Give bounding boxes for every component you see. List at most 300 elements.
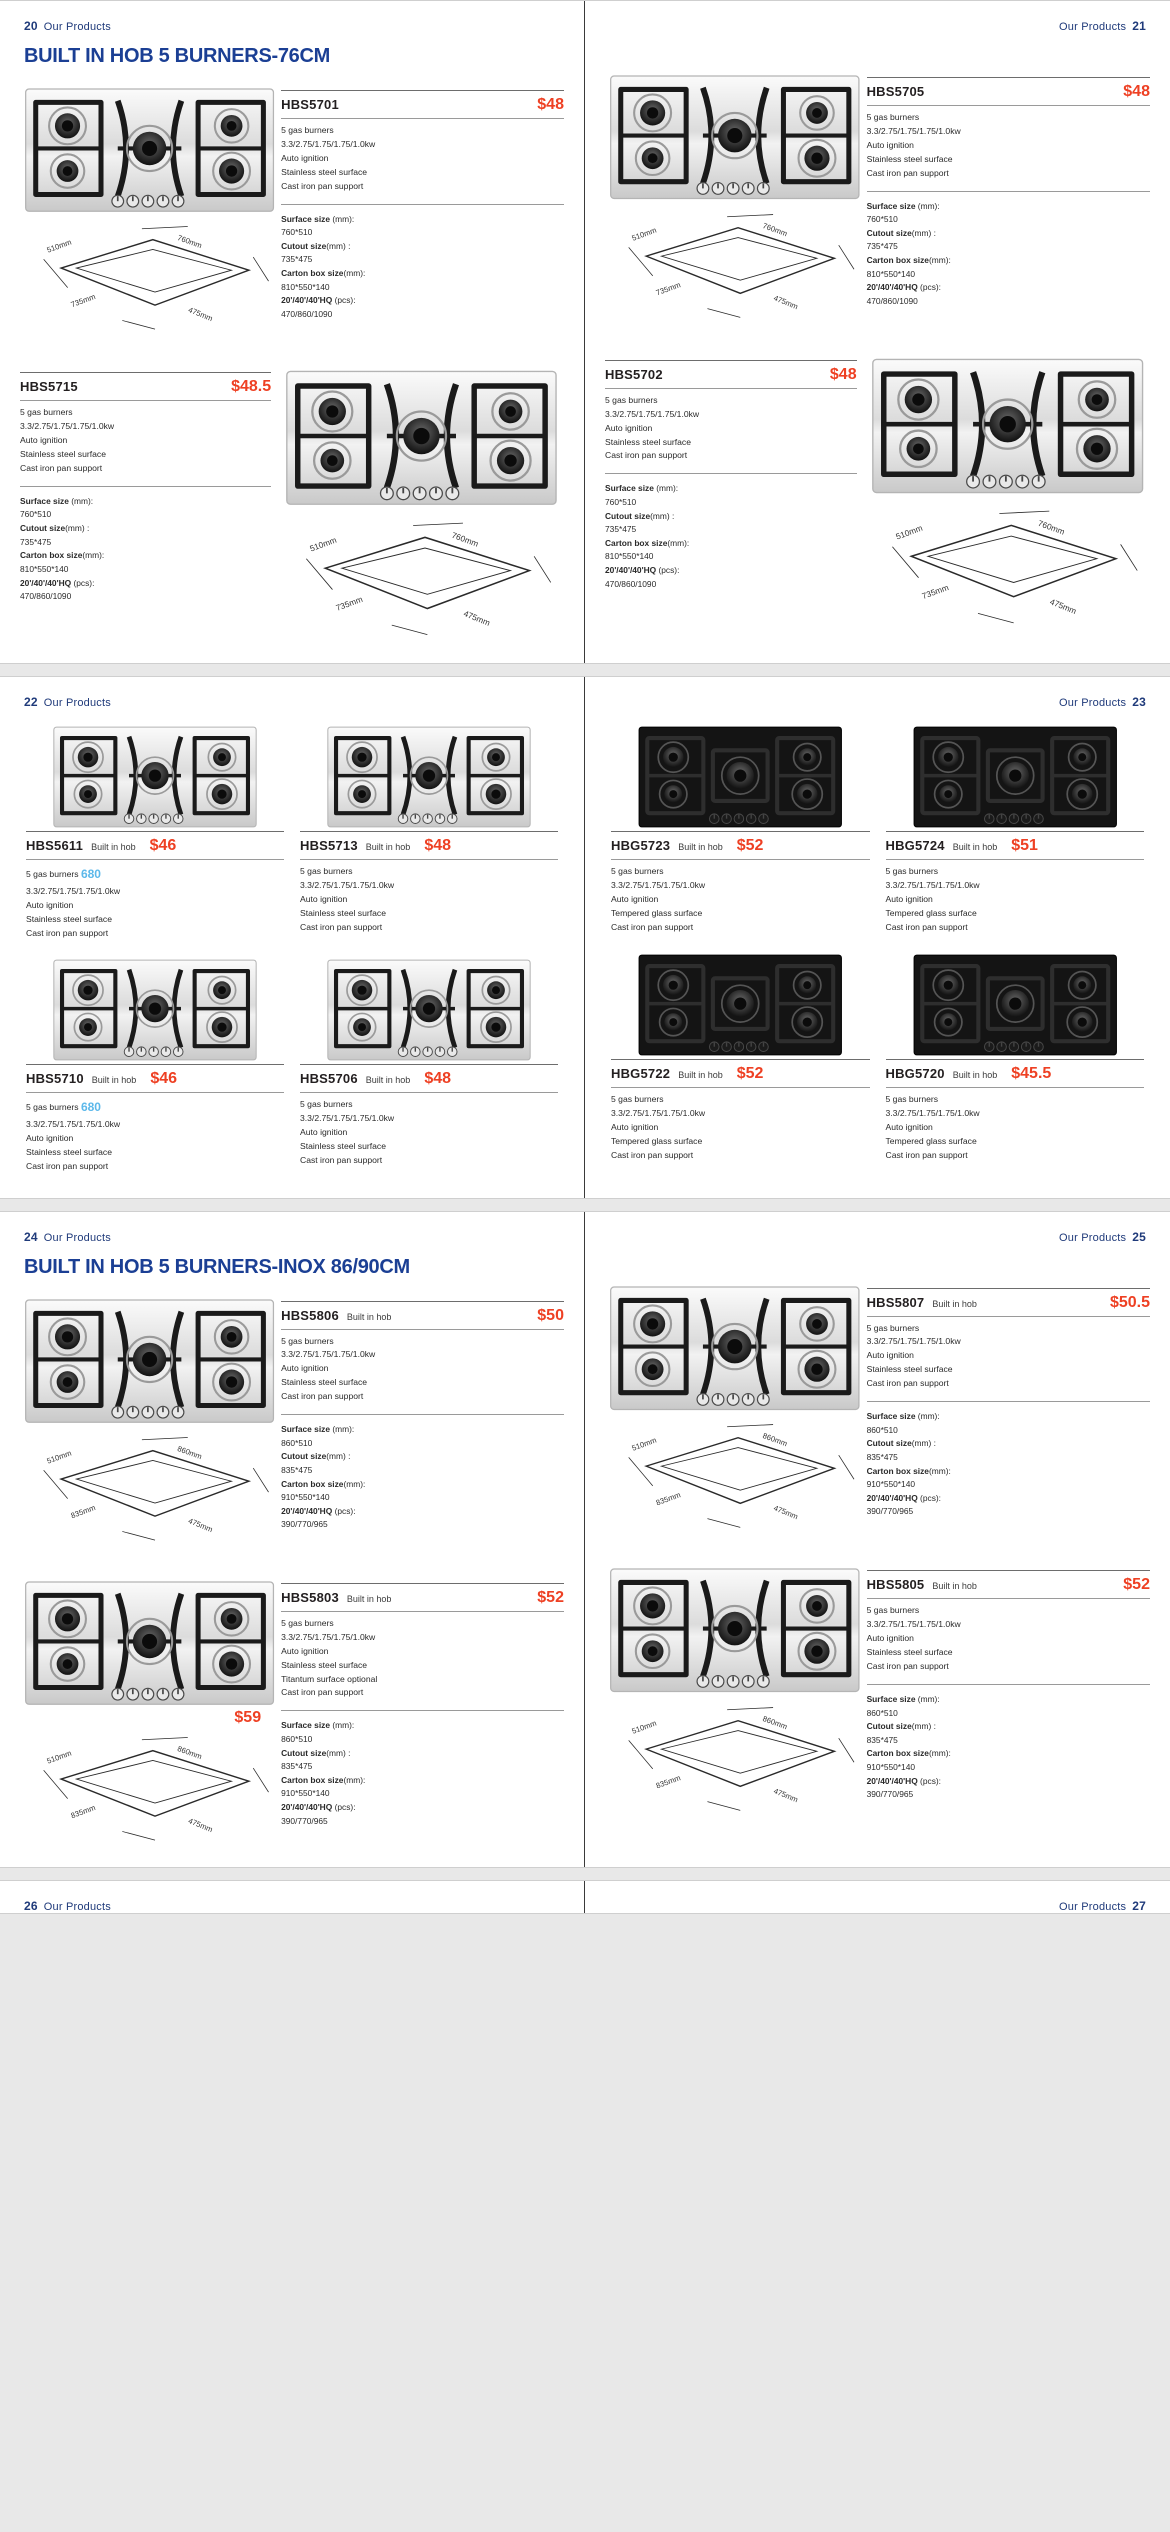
page-header (585, 677, 1170, 709)
page-number: 20 (24, 19, 38, 33)
page-number: 22 (24, 695, 38, 710)
carton-size-value: 910*550*140 (281, 1492, 330, 1503)
product-model: HBS5702 (605, 366, 663, 382)
feature-line: 3.3/2.75/1.75/1.75/1.0kw (300, 1113, 395, 1124)
product-header (300, 1064, 558, 1093)
product-price: $48 (829, 365, 857, 383)
svg-text:475mm: 475mm (772, 292, 800, 311)
dimensions-block: Surface size (mm): 860*510 Cutout size(mm) : 835*475 Carton box size(mm): 910*550*140 20'/40'/40'HQ (pcs): 390/770/965 (281, 1710, 564, 1828)
feature-line: Cast iron pan support (281, 1687, 364, 1698)
svg-text:835mm: 835mm (69, 1502, 97, 1521)
product-info (867, 67, 1150, 308)
svg-text:510mm: 510mm (630, 225, 658, 243)
container-label: 20'/40'/40'HQ (281, 295, 333, 306)
catalog-page-27 (585, 1881, 1170, 1913)
page-number: 25 (1132, 1229, 1146, 1244)
dimensions-block: Surface size (mm): 860*510 Cutout size(mm) : 835*475 Carton box size(mm): 910*550*140 20'/40'/40'HQ (pcs): 390/770/965 (281, 1414, 564, 1532)
product-model: HBG5724 (885, 838, 945, 854)
product-price: $48.5 (231, 378, 272, 396)
surface-size-value: 760*510 (20, 509, 52, 520)
feature-line: 3.3/2.75/1.75/1.75/1.0kw (20, 421, 115, 432)
product-price: $48 (424, 837, 452, 855)
product-row (585, 1554, 1170, 1837)
feature-line: 3.3/2.75/1.75/1.75/1.0kw (611, 880, 706, 891)
svg-text:860mm: 860mm (176, 1443, 204, 1462)
feature-line: 5 gas burners (300, 866, 353, 877)
svg-text:735mm: 735mm (69, 292, 97, 310)
feature-highlight: 680 (80, 867, 101, 882)
surface-size-value: 760*510 (605, 496, 637, 507)
feature-line: Tempered glass surface (885, 908, 977, 919)
svg-text:760mm: 760mm (450, 529, 480, 549)
feature-line: Auto ignition (281, 1645, 329, 1656)
dimensions-block: Surface size (mm): 760*510 Cutout size(mm) : 735*475 Carton box size(mm): 810*550*140 20'/40'/40'HQ (pcs): 470/860/1090 (867, 191, 1150, 309)
carton-size-label: Carton box size (281, 1774, 344, 1785)
feature-line: 5 gas burners (866, 1605, 920, 1616)
product-photo (20, 1573, 281, 1867)
feature-highlight: 680 (80, 1100, 101, 1115)
product-tag: Built in hob (932, 1581, 977, 1592)
feature-line: 3.3/2.75/1.75/1.75/1.0kw (885, 880, 980, 891)
product-header (281, 1583, 564, 1612)
section-title: BUILT IN HOB 5 BURNERS-INOX 86/90CM (24, 1255, 410, 1278)
feature-line: 5 gas burners (281, 1335, 334, 1346)
feature-line: 3.3/2.75/1.75/1.75/1.0kw (605, 408, 700, 419)
feature-line: Stainless steel surface (26, 1146, 112, 1157)
feature-line: 5 gas burners (281, 1617, 334, 1628)
page-number: 27 (1132, 1899, 1146, 1914)
feature-line: 5 gas burners (611, 1093, 664, 1104)
feature-line: Auto ignition (300, 894, 348, 905)
svg-text:475mm: 475mm (187, 305, 214, 324)
svg-text:835mm: 835mm (69, 1803, 97, 1821)
feature-list (867, 106, 1150, 181)
product-tag: Built in hob (952, 842, 998, 853)
feature-line: Stainless steel surface (300, 908, 386, 919)
product-price: $50 (537, 1306, 564, 1324)
feature-line: Auto ignition (611, 1121, 659, 1132)
product-photo (867, 350, 1150, 652)
svg-text:475mm: 475mm (772, 1503, 800, 1522)
feature-line: Titantum surface optional (281, 1673, 378, 1684)
product-card[interactable] (292, 717, 566, 950)
product-model: HBS5803 (281, 1589, 339, 1605)
svg-text:475mm: 475mm (187, 1516, 214, 1534)
cutout-size-value: 735*475 (605, 524, 637, 535)
product-model: HBS5710 (26, 1071, 84, 1087)
page-header-label: Our Products (43, 1901, 111, 1914)
feature-line: Tempered glass surface (885, 1135, 977, 1146)
product-row (0, 1285, 584, 1567)
feature-line: Auto ignition (866, 1350, 914, 1361)
carton-size-label: Carton box size (866, 255, 929, 266)
product-tag: Built in hob (91, 842, 136, 853)
feature-list (611, 860, 870, 935)
product-header (611, 831, 870, 860)
product-header (20, 372, 271, 401)
svg-text:475mm: 475mm (462, 608, 492, 628)
product-price: $46 (150, 1070, 178, 1088)
product-price: $48 (537, 96, 564, 113)
feature-line: 5 gas burners (605, 394, 658, 405)
cutout-size-value: 735*475 (20, 536, 52, 547)
catalog-page-23 (585, 677, 1170, 1197)
feature-line: Cast iron pan support (885, 922, 968, 932)
catalog-page-20 (0, 1, 585, 663)
product-card[interactable] (603, 717, 878, 945)
feature-line: Tempered glass surface (611, 908, 703, 919)
cutout-size-label: Cutout size (866, 1721, 912, 1732)
product-model: HBG5720 (885, 1065, 945, 1081)
feature-line: Stainless steel surface (300, 1141, 386, 1152)
container-value: 390/770/965 (866, 1506, 914, 1517)
feature-line: Cast iron pan support (281, 180, 364, 191)
product-grid (0, 709, 584, 1197)
product-price: $45.5 (1011, 1064, 1052, 1082)
feature-line: 5 gas burners (611, 866, 664, 877)
spread-gap (0, 664, 1170, 676)
feature-line: 3.3/2.75/1.75/1.75/1.0kw (611, 1107, 706, 1118)
product-price: $51 (1011, 837, 1038, 855)
product-photo (611, 723, 870, 831)
surface-size-label: Surface size (866, 200, 916, 211)
feature-line: Auto ignition (281, 1363, 329, 1374)
product-price: $52 (537, 1588, 564, 1606)
svg-text:475mm: 475mm (1048, 596, 1078, 616)
container-label: 20'/40'/40'HQ (866, 1775, 918, 1786)
product-row (0, 1567, 584, 1867)
surface-size-label: Surface size (605, 483, 654, 494)
cutout-size-value: 835*475 (281, 1465, 313, 1475)
container-label: 20'/40'/40'HQ (281, 1802, 333, 1812)
surface-size-label: Surface size (20, 495, 69, 506)
page-number: 21 (1132, 19, 1146, 33)
feature-line: 3.3/2.75/1.75/1.75/1.0kw (866, 1619, 961, 1630)
carton-size-value: 810*550*140 (605, 551, 654, 562)
surface-size-value: 860*510 (866, 1424, 898, 1435)
page-header (0, 1881, 584, 1913)
product-model: HBS5701 (281, 97, 339, 112)
product-header (886, 831, 1145, 860)
feature-line: Cast iron pan support (26, 1160, 109, 1171)
feature-line: Stainless steel surface (605, 436, 691, 447)
feature-list (886, 1088, 1145, 1163)
svg-text:860mm: 860mm (761, 1431, 789, 1449)
surface-size-label: Surface size (866, 1411, 916, 1422)
carton-size-label: Carton box size (866, 1465, 929, 1476)
feature-line: Stainless steel surface (866, 1647, 953, 1658)
page-header-label: Our Products (43, 21, 111, 33)
cutout-size-label: Cutout size (605, 510, 651, 521)
page-number: 24 (24, 1229, 38, 1244)
product-info (281, 1573, 564, 1828)
feature-line: Auto ignition (26, 1132, 74, 1143)
carton-size-value: 910*550*140 (866, 1761, 916, 1772)
svg-text:510mm: 510mm (45, 237, 73, 255)
feature-line: Cast iron pan support (605, 450, 688, 461)
product-model: HBG5722 (611, 1065, 671, 1081)
feature-line: 3.3/2.75/1.75/1.75/1.0kw (866, 1336, 961, 1347)
svg-text:510mm: 510mm (45, 1748, 73, 1766)
feature-line: Cast iron pan support (611, 922, 694, 932)
product-price: $46 (149, 837, 177, 855)
page-header (585, 1, 1170, 33)
product-photo (886, 723, 1145, 831)
surface-size-label: Surface size (281, 213, 330, 224)
svg-text:475mm: 475mm (772, 1786, 800, 1805)
svg-text:510mm: 510mm (630, 1435, 658, 1453)
product-card[interactable] (878, 945, 1153, 1173)
product-model: HBS5805 (866, 1577, 925, 1593)
page-number: 26 (24, 1899, 38, 1914)
container-value: 470/860/1090 (605, 578, 657, 589)
product-header (26, 1064, 284, 1093)
feature-line: 3.3/2.75/1.75/1.75/1.0kw (26, 885, 121, 896)
product-tag: Built in hob (678, 1069, 723, 1080)
product-photo (605, 67, 867, 344)
feature-line: Cast iron pan support (866, 1661, 949, 1672)
page-header (585, 1881, 1170, 1913)
product-model: HBS5806 (281, 1307, 339, 1323)
svg-text:860mm: 860mm (176, 1744, 204, 1762)
product-header (605, 360, 857, 389)
product-price: $48 (1123, 83, 1150, 100)
svg-text:475mm: 475mm (187, 1816, 214, 1835)
surface-size-value: 860*510 (281, 1437, 313, 1448)
feature-list (867, 1317, 1150, 1392)
svg-text:835mm: 835mm (654, 1773, 682, 1791)
product-photo (611, 951, 870, 1059)
svg-text:510mm: 510mm (45, 1448, 73, 1466)
product-model: HBS5611 (26, 838, 84, 854)
catalog-page-26 (0, 1881, 585, 1913)
product-info (20, 362, 281, 603)
catalog-spread (0, 1211, 1170, 1869)
carton-size-label: Carton box size (281, 268, 344, 279)
product-row (585, 61, 1170, 344)
spread-gap (0, 1868, 1170, 1880)
product-price-secondary: $59 (234, 1709, 262, 1727)
page-header-label: Our Products (1059, 21, 1127, 33)
feature-list (281, 119, 564, 194)
dimensions-block: Surface size (mm): 760*510 Cutout size(mm) : 735*475 Carton box size(mm): 810*550*140 20'/40'/40'HQ (pcs): 470/860/1090 (281, 204, 564, 322)
feature-line: Cast iron pan support (20, 462, 103, 473)
feature-line: Cast iron pan support (281, 1391, 364, 1402)
feature-line: Stainless steel surface (866, 153, 953, 164)
container-value: 470/860/1090 (281, 308, 333, 319)
svg-text:735mm: 735mm (334, 593, 365, 613)
feature-list (300, 860, 558, 935)
product-tag: Built in hob (932, 1298, 977, 1309)
product-info (281, 80, 564, 321)
page-header (0, 677, 584, 709)
product-header (611, 1059, 870, 1088)
feature-list (281, 1330, 564, 1405)
feature-line: 5 gas burners (866, 112, 920, 122)
product-price: $52 (736, 837, 764, 855)
page-header-label: Our Products (1059, 1231, 1127, 1244)
feature-line: Cast iron pan support (885, 1149, 968, 1160)
container-value: 470/860/1090 (866, 295, 918, 306)
section-title: BUILT IN HOB 5 BURNERS-76CM (24, 45, 330, 67)
feature-line: Cast iron pan support (866, 167, 949, 178)
feature-line: Stainless steel surface (866, 1364, 953, 1375)
container-label: 20'/40'/40'HQ (605, 565, 657, 576)
feature-list (26, 860, 284, 940)
container-value: 470/860/1090 (20, 591, 72, 602)
feature-line: Auto ignition (866, 139, 914, 150)
product-photo (300, 956, 558, 1064)
feature-list (886, 860, 1145, 935)
carton-size-value: 910*550*140 (866, 1479, 916, 1490)
product-photo (605, 1560, 867, 1837)
svg-text:835mm: 835mm (654, 1490, 682, 1508)
feature-line: 5 gas burners 680 (26, 1100, 101, 1115)
carton-size-value: 810*550*140 (866, 268, 916, 279)
cutout-size-value: 735*475 (281, 254, 313, 265)
feature-line: 3.3/2.75/1.75/1.75/1.0kw (281, 1349, 376, 1360)
feature-list (20, 401, 271, 476)
carton-size-label: Carton box size (605, 537, 668, 548)
feature-line: 5 gas burners (20, 407, 73, 418)
product-row (585, 1272, 1170, 1555)
container-label: 20'/40'/40'HQ (866, 282, 918, 293)
product-tag: Built in hob (952, 1069, 998, 1080)
feature-line: Auto ignition (281, 152, 329, 163)
carton-size-label: Carton box size (281, 1478, 344, 1489)
feature-line: Auto ignition (885, 894, 933, 905)
feature-line: Tempered glass surface (611, 1135, 703, 1146)
feature-line: Auto ignition (20, 435, 68, 446)
cutout-size-label: Cutout size (281, 1747, 327, 1758)
carton-size-value: 910*550*140 (281, 1788, 330, 1799)
feature-line: Cast iron pan support (300, 1155, 383, 1166)
page-header-label: Our Products (1059, 1901, 1127, 1914)
svg-text:760mm: 760mm (761, 220, 789, 238)
feature-line: Cast iron pan support (300, 922, 383, 932)
cutout-size-value: 835*475 (866, 1734, 898, 1745)
page-number: 23 (1132, 695, 1146, 710)
spread-gap (0, 1199, 1170, 1211)
catalog-spread (0, 0, 1170, 664)
feature-line: 3.3/2.75/1.75/1.75/1.0kw (281, 138, 376, 149)
product-card[interactable] (18, 950, 292, 1183)
container-value: 390/770/965 (281, 1519, 328, 1530)
product-header (867, 1570, 1150, 1599)
product-header (886, 1059, 1145, 1088)
product-tag: Built in hob (346, 1593, 392, 1604)
svg-text:510mm: 510mm (308, 534, 338, 554)
product-header (867, 77, 1150, 106)
svg-text:760mm: 760mm (1036, 517, 1066, 537)
product-info (281, 1291, 564, 1532)
feature-line: Auto ignition (885, 1121, 933, 1132)
feature-line: 5 gas burners (866, 1322, 920, 1333)
surface-size-value: 860*510 (281, 1733, 313, 1744)
container-label: 20'/40'/40'HQ (281, 1505, 333, 1516)
dimensions-block: Surface size (mm): 760*510 Cutout size(mm) : 735*475 Carton box size(mm): 810*550*140 20'/40'/40'HQ (pcs): 470/860/1090 (605, 473, 857, 591)
cutout-size-label: Cutout size (281, 1451, 327, 1462)
feature-list (605, 389, 857, 464)
product-price: $52 (1123, 1576, 1150, 1594)
container-value: 390/770/965 (281, 1815, 328, 1826)
carton-size-label: Carton box size (866, 1748, 929, 1759)
product-price: $50.5 (1109, 1293, 1150, 1311)
feature-line: Cast iron pan support (611, 1149, 694, 1160)
feature-list (611, 1088, 870, 1163)
dimensions-block: Surface size (mm): 760*510 Cutout size(mm) : 735*475 Carton box size(mm): 810*550*140 20'/40'/40'HQ (pcs): 470/860/1090 (20, 486, 271, 604)
dimensions-block: Surface size (mm): 860*510 Cutout size(mm) : 835*475 Carton box size(mm): 910*550*140 20'/40'/40'HQ (pcs): 390/770/965 (867, 1401, 1150, 1519)
product-photo (26, 956, 284, 1064)
page-header-label: Our Products (1059, 697, 1127, 710)
product-tag: Built in hob (91, 1075, 137, 1086)
cutout-size-value: 735*475 (866, 241, 898, 252)
feature-line: Stainless steel surface (281, 1377, 368, 1388)
product-card[interactable] (18, 717, 292, 950)
feature-list (300, 1093, 558, 1168)
carton-size-value: 810*550*140 (281, 281, 330, 292)
svg-text:510mm: 510mm (630, 1718, 658, 1736)
product-model: HBG5723 (611, 838, 671, 854)
catalog-spread (0, 1880, 1170, 1914)
catalog-page-21 (585, 1, 1170, 663)
feature-line: 3.3/2.75/1.75/1.75/1.0kw (885, 1107, 980, 1118)
product-card[interactable] (878, 717, 1153, 945)
product-card[interactable] (603, 945, 878, 1173)
feature-line: 3.3/2.75/1.75/1.75/1.0kw (300, 880, 395, 891)
feature-line: Stainless steel surface (20, 449, 106, 460)
feature-line: 5 gas burners (281, 125, 334, 135)
surface-size-label: Surface size (866, 1693, 916, 1704)
surface-size-value: 860*510 (866, 1707, 898, 1718)
product-row (585, 344, 1170, 652)
cutout-size-value: 835*475 (281, 1761, 313, 1772)
surface-size-value: 760*510 (866, 214, 898, 225)
product-card[interactable] (292, 950, 566, 1183)
cutout-size-label: Cutout size (866, 1438, 912, 1449)
product-grid (585, 709, 1170, 1186)
feature-line: Auto ignition (611, 894, 659, 905)
product-row (0, 74, 584, 356)
catalog-page-25 (585, 1212, 1170, 1868)
product-photo (886, 951, 1145, 1059)
svg-text:760mm: 760mm (176, 233, 204, 251)
product-header (26, 831, 284, 860)
feature-line: Stainless steel surface (281, 1659, 368, 1670)
container-label: 20'/40'/40'HQ (20, 577, 72, 588)
feature-line: Stainless steel surface (281, 166, 368, 177)
page-header (0, 1212, 584, 1244)
catalog-page-22 (0, 677, 585, 1197)
product-model: HBS5807 (866, 1294, 925, 1310)
container-value: 390/770/965 (866, 1789, 914, 1800)
product-tag: Built in hob (346, 1311, 392, 1322)
product-model: HBS5705 (866, 84, 925, 99)
product-header (300, 831, 558, 860)
dimensions-block: Surface size (mm): 860*510 Cutout size(mm) : 835*475 Carton box size(mm): 910*550*140 20'/40'/40'HQ (pcs): 390/770/965 (867, 1684, 1150, 1802)
svg-text:735mm: 735mm (654, 279, 682, 297)
surface-size-label: Surface size (281, 1720, 330, 1731)
carton-size-label: Carton box size (20, 550, 83, 561)
surface-size-label: Surface size (281, 1424, 330, 1435)
svg-text:735mm: 735mm (920, 581, 950, 601)
product-tag: Built in hob (365, 842, 411, 853)
product-tag: Built in hob (365, 1075, 411, 1086)
catalog-spread (0, 676, 1170, 1198)
product-photo (26, 723, 284, 831)
feature-line: 5 gas burners (885, 1093, 939, 1104)
cutout-size-label: Cutout size (20, 523, 66, 534)
